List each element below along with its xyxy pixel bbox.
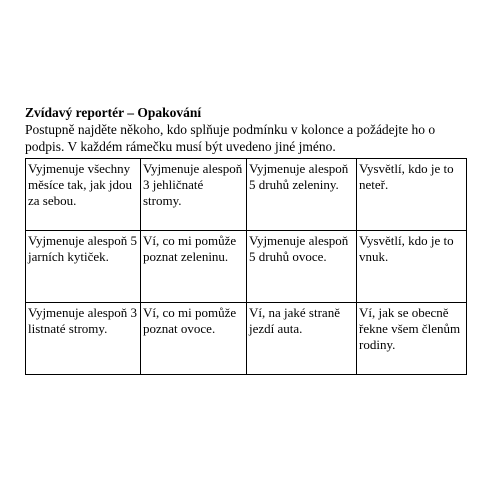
grid-cell: Ví, co mi pomůže poznat ovoce.	[141, 303, 247, 375]
grid-cell: Vysvětlí, kdo je to neteř.	[357, 159, 467, 231]
grid-row	[26, 159, 467, 231]
grid-cell: Vyjmenuje alespoň 3 jehličnaté stromy.	[141, 159, 247, 231]
grid-row	[26, 231, 467, 303]
grid-cell: Vysvětlí, kdo je to vnuk.	[357, 231, 467, 303]
grid-cell: Vyjmenuje alespoň 5 jarních kytiček.	[26, 231, 141, 303]
bingo-grid	[25, 158, 467, 375]
worksheet-instructions: Postupně najděte někoho, kdo splňuje podmínku v kolonce a požádejte ho o podpis. V každém rámečku musí být uvedeno jiné jméno.	[25, 122, 436, 154]
grid-cell: Ví, na jaké straně jezdí auta.	[247, 303, 357, 375]
grid-cell: Ví, jak se obecně řekne všem členům rodiny.	[357, 303, 467, 375]
grid-row	[26, 303, 467, 375]
worksheet	[25, 104, 471, 375]
grid-cell: Ví, co mi pomůže poznat zeleninu.	[141, 231, 247, 303]
grid-cell: Vyjmenuje alespoň 5 druhů ovoce.	[247, 231, 357, 303]
grid-cell: Vyjmenuje všechny měsíce tak, jak jdou za sebou.	[26, 159, 141, 231]
worksheet-title: Zvídavý reportér – Opakování	[25, 105, 202, 120]
grid-cell: Vyjmenuje alespoň 3 listnaté stromy.	[26, 303, 141, 375]
grid-cell: Vyjmenuje alespoň 5 druhů zeleniny.	[247, 159, 357, 231]
